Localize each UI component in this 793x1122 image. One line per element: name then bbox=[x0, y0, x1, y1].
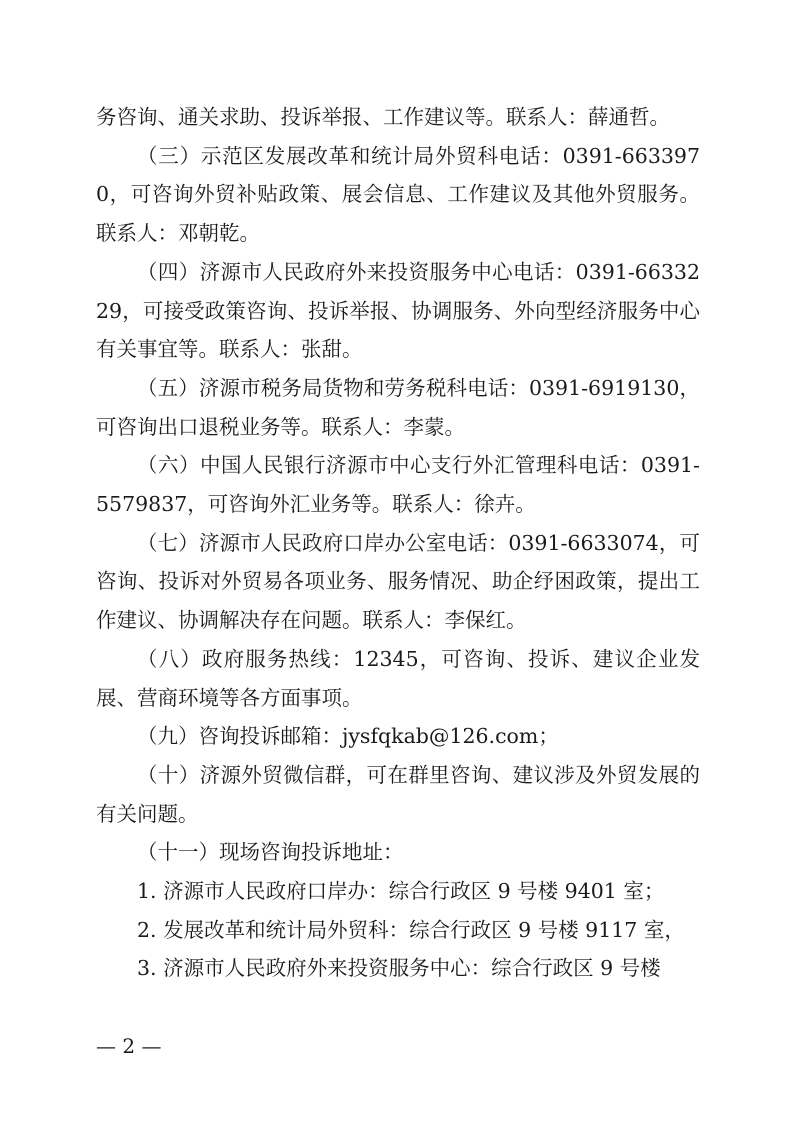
address-item-1: 1. 济源市人民政府口岸办：综合行政区 9 号楼 9401 室； bbox=[137, 879, 665, 904]
paragraph-item-11-heading: （十一）现场咨询投诉地址： bbox=[137, 840, 404, 865]
paragraph-item-3: （三）示范区发展改革和统计局外贸科电话：0391-6633970，可咨询外贸补贴政策、展会信息、工作建议及其他外贸服务。联系人：邓朝乾。 bbox=[96, 143, 700, 246]
paragraph-item-4: （四）济源市人民政府外来投资服务中心电话：0391-6633229，可接受政策咨询、投诉举报、协调服务、外向型经济服务中心有关事宜等。联系人：张甜。 bbox=[96, 259, 700, 362]
paragraph-item-6: （六）中国人民银行济源市中心支行外汇管理科电话：0391-5579837，可咨询外汇业务等。联系人：徐卉。 bbox=[96, 453, 700, 517]
address-item-3: 3. 济源市人民政府外来投资服务中心：综合行政区 9 号楼 bbox=[137, 956, 661, 981]
page-number: — 2 — bbox=[96, 1034, 162, 1058]
paragraph-item-10: （十）济源外贸微信群，可在群里咨询、建议涉及外贸发展的有关问题。 bbox=[96, 762, 700, 826]
paragraph-item-9-email: （九）咨询投诉邮箱：jysfqkab@126.com； bbox=[137, 724, 559, 749]
paragraph-item-7: （七）济源市人民政府口岸办公室电话：0391-6633074，可咨询、投诉对外贸易各项业务、服务情况、助企纾困政策，提出工作建议、协调解决存在问题。联系人：李保红。 bbox=[96, 530, 700, 633]
paragraph-item-8: （八）政府服务热线：12345，可咨询、投诉、建议企业发展、营商环境等各方面事项。 bbox=[96, 646, 700, 710]
paragraph-continuation: 务咨询、通关求助、投诉举报、工作建议等。联系人：薛通哲。 bbox=[96, 105, 670, 129]
document-body bbox=[96, 98, 700, 988]
paragraph-item-5: （五）济源市税务局货物和劳务税科电话：0391-6919130，可咨询出口退税业务等。联系人：李蒙。 bbox=[96, 375, 700, 439]
address-item-2: 2. 发展改革和统计局外贸科：综合行政区 9 号楼 9117 室， bbox=[137, 917, 685, 942]
